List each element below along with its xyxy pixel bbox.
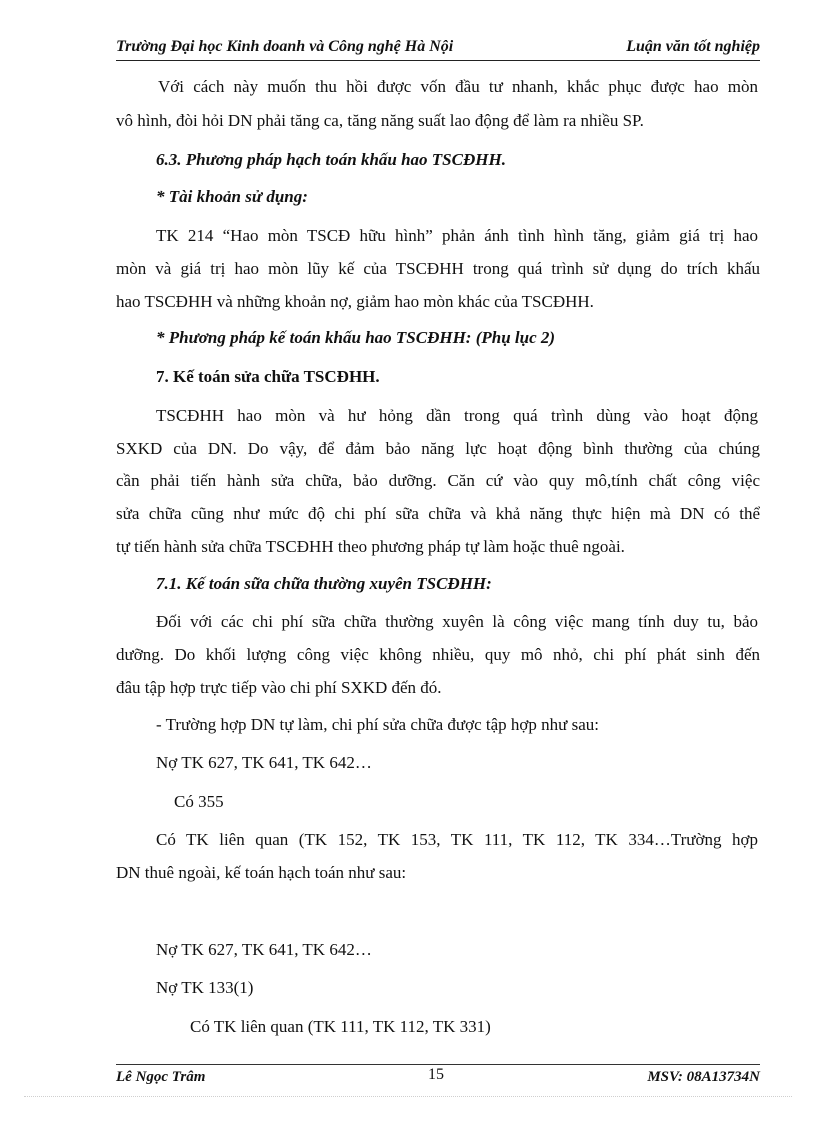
section-heading-7-1: 7.1. Kế toán sữa chữa thường xuyên TSCĐHH: (156, 574, 492, 593)
paragraph-line: TSCĐHH hao mòn và hư hỏng dần trong quá trình dùng vào hoạt động (156, 406, 758, 425)
paragraph-line: sửa chữa cũng như mức độ chi phí sữa chữa và khả năng thực hiện mà DN có thể (116, 504, 760, 523)
paragraph-line: DN thuê ngoài, kế toán hạch toán như sau: (116, 863, 407, 882)
journal-entry-line: Có TK liên quan (TK 111, TK 112, TK 331) (190, 1017, 491, 1036)
paragraph-line: hao TSCĐHH và những khoản nợ, giảm hao mòn khác của TSCĐHH. (116, 292, 594, 311)
page-edge-divider (24, 1096, 792, 1097)
subheading-depreciation-method: * Phương pháp kế toán khấu hao TSCĐHH: (Phụ lục 2) (156, 328, 556, 347)
page-header (116, 36, 760, 61)
journal-entry-line: Có 355 (174, 792, 224, 811)
section-heading-7: 7. Kế toán sửa chữa TSCĐHH. (156, 367, 380, 386)
paragraph-line: mòn và giá trị hao mòn lũy kế của TSCĐHH trong quá trình sử dụng do trích khấu (116, 259, 760, 278)
footer-student-id: MSV: 08A13734N (647, 1069, 760, 1085)
paragraph-line: đâu tập hợp trực tiếp vào chi phí SXKD đến đó. (116, 678, 442, 697)
paragraph-line: Đối với các chi phí sữa chữa thường xuyên là công việc mang tính duy tu, bảo (156, 612, 758, 631)
section-heading-6-3: 6.3. Phương pháp hạch toán khấu hao TSCĐHH. (156, 150, 506, 169)
paragraph-line: Có TK liên quan (TK 152, TK 153, TK 111, TK 112, TK 334…Trường hợp (156, 830, 758, 849)
paragraph-line: tự tiến hành sửa chữa TSCĐHH theo phương pháp tự làm hoặc thuê ngoài. (116, 537, 625, 556)
paragraph-line: cần phải tiến hành sửa chữa, bảo dưỡng. Căn cứ vào quy mô,tính chất công việc (116, 471, 760, 490)
journal-entry-line: Nợ TK 627, TK 641, TK 642… (156, 753, 372, 772)
journal-entry-line: Nợ TK 133(1) (156, 978, 254, 997)
header-school-name: Trường Đại học Kinh doanh và Công nghệ Hà Nội (116, 38, 454, 55)
footer-author: Lê Ngọc Trâm (116, 1069, 206, 1085)
page-number: 15 (428, 1066, 444, 1083)
paragraph-line: - Trường hợp DN tự làm, chi phí sửa chữa được tập hợp như sau: (156, 715, 600, 734)
paragraph-line: vô hình, đòi hỏi DN phải tăng ca, tăng năng suất lao động để làm ra nhiều SP. (116, 111, 644, 130)
paragraph-line: dưỡng. Do khối lượng công việc không nhiều, quy mô nhỏ, chi phí phát sinh đến (116, 645, 760, 664)
header-document-type: Luận văn tốt nghiệp (626, 38, 760, 55)
footer-divider (116, 1064, 760, 1065)
paragraph-line: SXKD của DN. Do vậy, để đảm bảo năng lực hoạt động bình thường của chúng (116, 439, 760, 458)
subheading-accounts-used: * Tài khoản sử dụng: (156, 187, 308, 206)
paragraph-line: TK 214 “Hao mòn TSCĐ hữu hình” phản ánh tình hình tăng, giảm giá trị hao (156, 226, 758, 245)
paragraph-line: Với cách này muốn thu hồi được vốn đầu tư nhanh, khắc phục được hao mòn (158, 77, 758, 96)
journal-entry-line: Nợ TK 627, TK 641, TK 642… (156, 940, 372, 959)
